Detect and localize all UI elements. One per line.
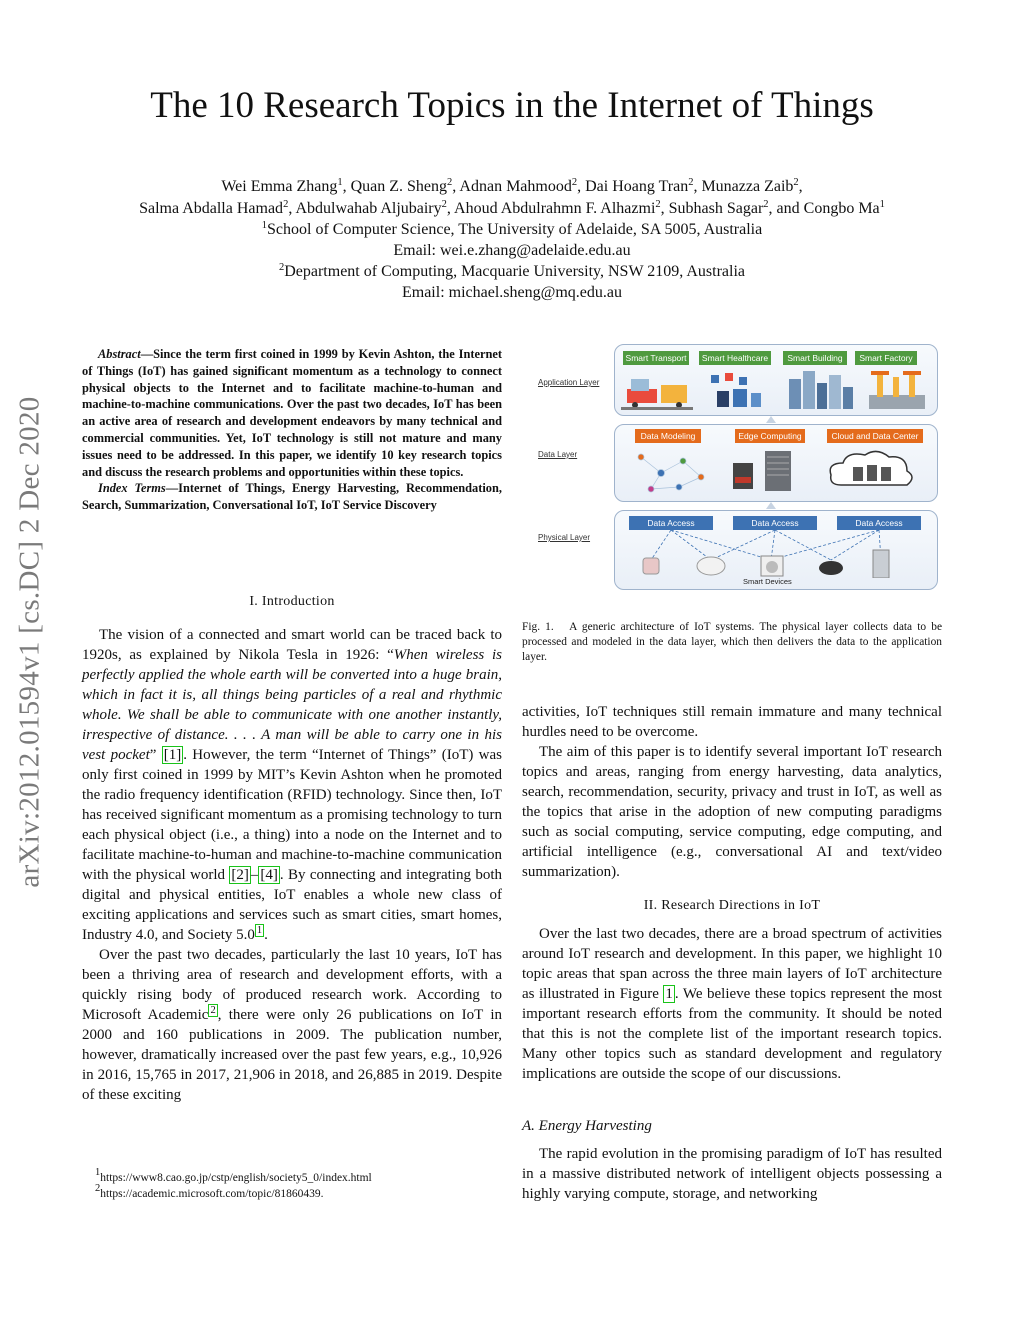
author-name: Munazza Zaib <box>701 178 794 195</box>
data-modeling-tag: Data Modeling <box>635 429 701 443</box>
author-affiliation-mark: 2 <box>688 177 694 188</box>
footnote-1: $^1$https://www8.cao.go.jp/cstp/english/society5_0/index.html <box>95 1167 372 1184</box>
author-affiliation-mark: 2 <box>283 199 289 210</box>
footnote-url[interactable]: https://academic.microsoft.com/topic/81860439. <box>100 1188 324 1200</box>
footnote-2: $^2$https://academic.microsoft.com/topic/81860439. <box>95 1183 324 1200</box>
smart-transport-tag: Smart Transport <box>623 351 689 365</box>
footnote-url[interactable]: https://www8.cao.go.jp/cstp/english/society5_0/index.html <box>100 1172 372 1184</box>
smart-devices-label: Smart Devices <box>743 577 792 586</box>
continued-paragraph: activities, IoT techniques still remain immature and many technical hurdles need to be overcome. <box>522 704 942 740</box>
iot-architecture-figure <box>530 340 942 590</box>
citation-link[interactable]: [1] <box>163 747 182 763</box>
author-affiliation-mark: 1 <box>337 177 343 188</box>
up-arrow <box>766 502 776 509</box>
author-name: Dai Hoang Tran <box>585 178 689 195</box>
right-column-body <box>522 702 942 882</box>
author-name: Salma Abdalla Hamad <box>139 200 284 217</box>
cloud-icon <box>830 451 912 485</box>
index-terms-label: Index Terms <box>98 481 166 496</box>
section-2-body <box>522 924 942 1084</box>
tesla-quote: When wireless is perfectly applied the whole earth will be converted into a huge brain, which in fact it is, all things being particles of a real and rhythmic whole. We shall be able to communicate with one another instantly, irrespective of distance. . . . A man will be able to carry one in his vest pocket <box>82 647 502 763</box>
abstract <box>82 346 502 514</box>
section-1-heading: I. Introduction <box>249 594 335 609</box>
smart-factory-tag: Smart Factory <box>855 351 917 365</box>
author-name: Wei Emma Zhang <box>221 178 338 195</box>
footnote-link[interactable]: 2 <box>210 1005 216 1016</box>
smartwatch-icon <box>643 558 659 574</box>
data-layer-label: Data Layer <box>538 450 578 459</box>
energy-harvesting-body <box>522 1144 942 1204</box>
network-graph-icon <box>638 454 704 492</box>
transport-icon <box>621 379 693 410</box>
data-layer-box <box>614 424 938 502</box>
author-affiliation-mark: 2 <box>571 177 578 188</box>
author-name: Abdulwahab Aljubairy <box>295 200 442 217</box>
author-affiliation-mark: 2 <box>793 177 799 188</box>
application-illustrations <box>621 369 931 413</box>
subsection-a-heading: A. Energy Harvesting <box>522 1118 652 1134</box>
author-name: Congbo Ma <box>803 200 880 217</box>
intro-body <box>82 625 502 1105</box>
application-layer-box <box>614 344 938 416</box>
physical-layer-label: Physical Layer <box>538 533 591 542</box>
building-icon <box>789 371 853 409</box>
figure-ref-link[interactable]: 1 <box>665 986 673 1002</box>
factory-icon <box>869 371 925 409</box>
section-2-paragraph: Over the last two decades, there are a broad spectrum of activities around IoT research and development. In this paper, we highlight 10 topic areas that span across the three main layers of IoT architecture as illustrated in Figure 1 . We believe these topics represent the most important research efforts from the community. It should be noted that this is not the complete list of the important research topics. Many other topics such as standard development and regulatory implications are outside the scope of our discussions. <box>522 926 942 1082</box>
authors-line-1: Wei Emma Zhang$^1$, Quan Z. Sheng$^2$, Adnan Mahmood$^2$, Dai Hoang Tran$^2$, Munazza Zaib$^2$, <box>221 177 803 195</box>
data-access-tag: Data Access <box>733 516 817 530</box>
abstract-text: —Since the term first coined in 1999 by Kevin Ashton, the Internet of Things (IoT) has gained significant momentum as a technology to connect physical objects to the Internet and to facilitate machine-to-human and machine-to-machine communications. Over the past two decades, IoT has been an active area of research and development endeavors by many technical and commercial communities. Yet, IoT technology is still not mature and many issues need to be addressed. In this paper, we identify 10 key research topics and discuss the research problems and opportunities within these topics. <box>82 347 502 479</box>
section-2-heading: II. Research Directions in IoT <box>643 898 821 913</box>
authors-line-2: Salma Abdalla Hamad$^2$, Abdulwahab Aljubairy$^2$, Ahoud Abdulrahmn F. Alhazmi$^2$, Subhash Sagar$^2$, and Congbo Ma$^1$ <box>139 199 885 217</box>
email-2: Email: michael.sheng@mq.edu.au <box>401 284 622 301</box>
author-name: Subhash Sagar <box>668 200 764 217</box>
affiliation-1: $^1$School of Computer Science, The University of Adelaide, SA 5005, Australia <box>261 220 763 238</box>
physical-layer-box <box>614 510 938 590</box>
author-name: Ahoud Abdulrahmn F. Alhazmi <box>454 200 656 217</box>
fridge-icon <box>873 550 889 578</box>
paper-title: The 10 Research Topics in the Internet of Things <box>150 85 874 126</box>
smart-building-tag: Smart Building <box>783 351 847 365</box>
washer-icon <box>761 556 783 576</box>
author-affiliation-mark: 2 <box>763 199 769 210</box>
author-affiliation-mark: 2 <box>655 199 661 210</box>
edge-computing-tag: Edge Computing <box>735 429 805 443</box>
author-affiliation-mark: 2 <box>441 199 447 210</box>
figure-caption: Fig. 1. A generic architecture of IoT systems. The physical layer collects data to be processed and modeled in the data layer, which then delivers the data to the application layer. <box>522 621 942 663</box>
energy-harvesting-paragraph: The rapid evolution in the promising paradigm of IoT has resulted in a massive distributed network of intelligent objects possessing a highly varying compute, storage, and networking <box>522 1146 942 1202</box>
author-affiliation-mark: 1 <box>879 199 885 210</box>
affiliation-2: $^2$Department of Computing, Macquarie University, NSW 2109, Australia <box>278 262 746 280</box>
aim-paragraph: The aim of this paper is to identify several important IoT research topics and areas, ranging from energy harvesting, data analytics, search, recommendation, security, privacy and trust in IoT, as well as the topics that arise in the adoption of new computing paradigms such as social computing, service computing, edge computing, and artificial intelligence (e.g., conversational AI and text/video summarization). <box>522 744 942 880</box>
edge-computing-icon <box>733 451 791 491</box>
application-layer-label: Application Layer <box>538 378 600 387</box>
healthcare-icon <box>711 373 761 407</box>
citation-link[interactable]: [2] <box>231 867 249 883</box>
author-name: Adnan Mahmood <box>459 178 572 195</box>
index-terms-text: —Internet of Things, Energy Harvesting, Recommendation, Search, Summarization, Conversational IoT, IoT Service Discovery <box>82 481 502 513</box>
up-arrow <box>766 416 776 423</box>
abstract-label: Abstract <box>98 347 141 361</box>
footnote-link[interactable]: 1 <box>256 925 263 936</box>
email-1: Email: wei.e.zhang@adelaide.edu.au <box>393 242 631 259</box>
data-layer-illustrations <box>621 447 931 497</box>
data-access-tag: Data Access <box>629 516 713 530</box>
intro-paragraph-2: Over the past two decades, particularly the last 10 years, IoT has been a thriving area of research and development efforts, with a quickly rising body of produced research work. According to Microsoft Academic $^2$ , there were only 26 publications on IoT in 2000 and 160 publications in 2009. The publication number, however, dramatically increased over the past few years, e.g., 10,926 in 2016, 15,765 in 2017, 21,906 in 2018, and 26,885 in 2019. Despite of these exciting <box>82 947 502 1103</box>
device-connections <box>621 530 931 578</box>
intro-paragraph-1: The vision of a connected and smart world can be traced back to 1920s, as explained by Nikola Tesla in 1926: “When wireless is perfectly applied the whole earth will be converted into a huge brain, which in fact it is, all things being particles of a real and rhythmic whole. We shall be able to communicate with one another instantly, irrespective of distance. . . . A man will be able to carry one in his vest pocket” [1] . However, the term “Internet of Things” (IoT) was only first coined in 1999 by MIT’s Kevin Ashton when he promoted the radio frequency identification (RFID) technology. Since then, IoT has received significant momentum as a promising technology to turn each physical object (i.e., a thing) into a node on the Internet and to facilitate machine-to-human and machine-to-machine communication with the physical world [2] – [4] . By connecting and integrating both digital and physical entities, IoT enables a whole new class of exciting applications and services such as smart cities, smart homes, Industry 4.0, and Society 5.0 $^1$ . <box>82 627 502 943</box>
data-access-tag: Data Access <box>837 516 921 530</box>
arxiv-watermark: arXiv:2012.01594v1 [cs.DC] 2 Dec 2020 <box>13 396 46 888</box>
robot-vacuum-icon <box>819 561 843 575</box>
cooker-icon <box>697 557 725 575</box>
author-affiliation-mark: 2 <box>447 177 453 188</box>
citation-link[interactable]: [4] <box>260 867 278 883</box>
cloud-data-center-tag: Cloud and Data Center <box>827 429 923 443</box>
figure-label: Fig. 1. <box>522 621 554 633</box>
smart-healthcare-tag: Smart Healthcare <box>699 351 771 365</box>
author-name: Quan Z. Sheng <box>350 178 448 195</box>
